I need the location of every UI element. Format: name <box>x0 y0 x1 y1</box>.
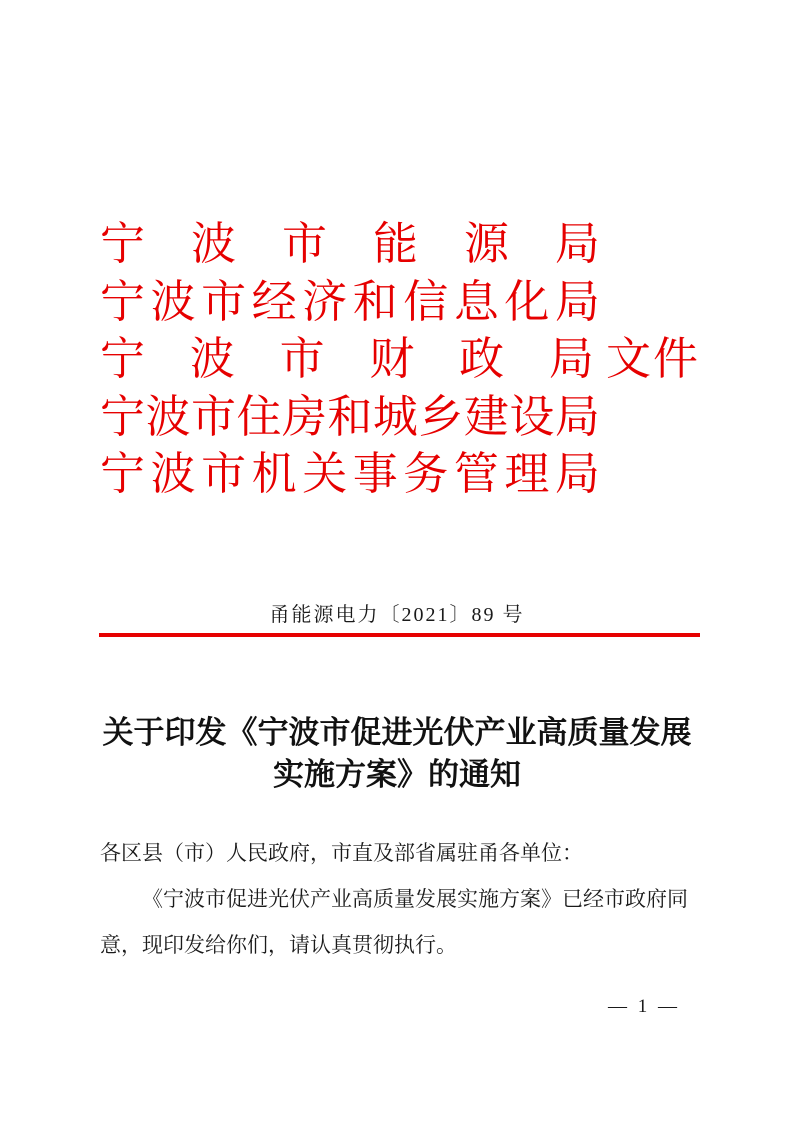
title-line: 实施方案》的通知 <box>273 757 521 792</box>
letterhead <box>100 216 700 504</box>
body-text <box>100 830 700 968</box>
document-title <box>0 712 794 796</box>
title-line: 关于印发《宁波市促进光伏产业高质量发展 <box>102 715 692 750</box>
doc-type-label: 文件 <box>605 334 700 384</box>
paragraph-line: 《宁波市促进光伏产业高质量发展实施方案》已经市政府同 <box>142 887 688 911</box>
salutation-line: 各区县（市）人民政府，市直及部省属驻甬各单位： <box>100 841 583 865</box>
agency-name-economy-it-bureau: 宁 波 市 经 济 和 信 息 化 局 <box>100 276 600 327</box>
agency-row <box>100 331 700 389</box>
doc-number: 甬能源电力〔2021〕89 号 <box>269 604 525 626</box>
agency-row <box>100 216 700 274</box>
agency-name-finance-bureau: 宁 波 市 财 政 局 <box>100 334 594 384</box>
agency-name-housing-urban-rural-bureau: 宁 波 市 住 房 和 城 乡 建 设 局 <box>100 391 600 442</box>
page-number: — 1 — <box>608 996 680 1017</box>
agency-row <box>100 389 700 447</box>
agency-name-energy-bureau: 宁 波 市 能 源 局 <box>100 219 600 269</box>
agency-name-government-offices-admin: 宁 波 市 机 关 事 务 管 理 局 <box>100 449 600 499</box>
agency-row <box>100 446 700 504</box>
red-divider-line <box>99 633 700 637</box>
agency-row <box>100 274 700 332</box>
paragraph-line: 意，现印发给你们，请认真贯彻执行。 <box>100 933 457 957</box>
